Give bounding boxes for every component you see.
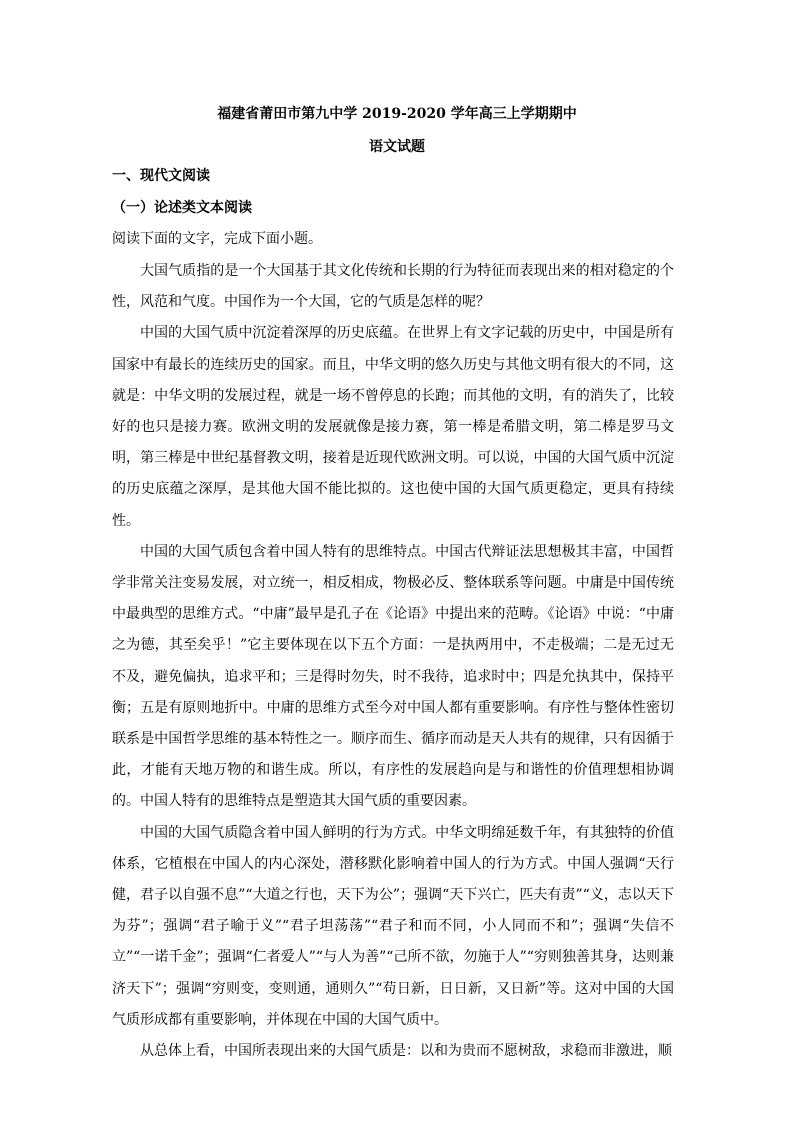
paragraph-4: 中国的大国气质隐含着中国人鲜明的行为方式。中华文明绵延数千年，有其独特的价值体系，它植根在中国人的内心深处，潜移默化影响着中国人的行为方式。中国人强调“天行健，君子以自强不息”“大道之行也，天下为公”；强调“天下兴亡，匹夫有责”“义，志以天下为芬”；强调“君子喻于义”“君子坦荡荡”“君子和而不同，小人同而不和”；强调“失信不立”“一诺千金”；强调“仁者爱人”“与人为善”“己所不欲，勿施于人”“穷则独善其身，达则兼济天下”；强调“穷则变，变则通，通则久”“苟日新，日日新，又日新”等。这对中国的大国气质形成都有重要影响，并体现在中国的大国气质中。 bbox=[112, 824, 674, 1028]
document-title: 福建省莆田市第九中学 2019-2020 学年高三上学期期中 bbox=[217, 106, 577, 122]
paragraph-5: 从总体上看，中国所表现出来的大国气质是：以和为贵而不愿树敌，求稳而非激进，顺 bbox=[140, 1043, 672, 1060]
paragraph-2: 中国的大国气质中沉淀着深厚的历史底蕴。在世界上有文字记载的历史中，中国是所有国家中有最长的连续历史的国家。而且，中华文明的悠久历史与其他文明有很大的不同，这就是：中华文明的发展过程，就是一场不曾停息的长跑；而其他的文明，有的消失了，比较好的也只是接力赛。欧洲文明的发展就像是接力赛，第一棒是希腊文明，第二棒是罗马文明，第三棒是中世纪基督教文明，接着是近现代欧洲文明。可以说，中国的大国气质中沉淀的历史底蕴之深厚，是其他大国不能比拟的。这也使中国的大国气质更稳定，更具有持续性。 bbox=[112, 325, 674, 529]
reading-instruction: 阅读下面的文字，完成下面小题。 bbox=[112, 231, 322, 247]
document-subtitle: 语文试题 bbox=[369, 139, 425, 155]
paragraph-3: 中国的大国气质包含着中国人特有的思维特点。中国古代辩证法思想极其丰富，中国哲学非常关注变易发展，对立统一，相反相成，物极必反、整体联系等问题。中庸是中国传统中最典型的思维方式。“中庸”最早是孔子在《论语》中提出来的范畴。《论语》中说：“中庸之为德，其至矣乎！”它主要体现在以下五个方面：一是执两用中，不走极端；二是无过无不及，避免偏执，追求平和；三是得时勿失，时不我待，追求时中；四是允执其中，保持平衡；五是有原则地折中。中庸的思维方式至今对中国人都有重要影响。有序性与整体性密切联系是中国哲学思维的基本特性之一。顺序而生、循序而动是天人共有的规律，只有因循于此，才能有天地万物的和谐生成。所以，有序性的发展趋向是与和谐性的价值理想相协调的。中国人特有的思维特点是塑造其大国气质的重要因素。 bbox=[112, 543, 674, 810]
section-subheading: （一）论述类文本阅读 bbox=[112, 200, 252, 216]
section-heading: 一、现代文阅读 bbox=[112, 168, 210, 184]
paragraph-1: 大国气质指的是一个大国基于其文化传统和长期的行为特征而表现出来的相对稳定的个性，风范和气度。中国作为一个大国，它的气质是怎样的呢？ bbox=[112, 263, 674, 311]
article-body bbox=[112, 256, 674, 1067]
